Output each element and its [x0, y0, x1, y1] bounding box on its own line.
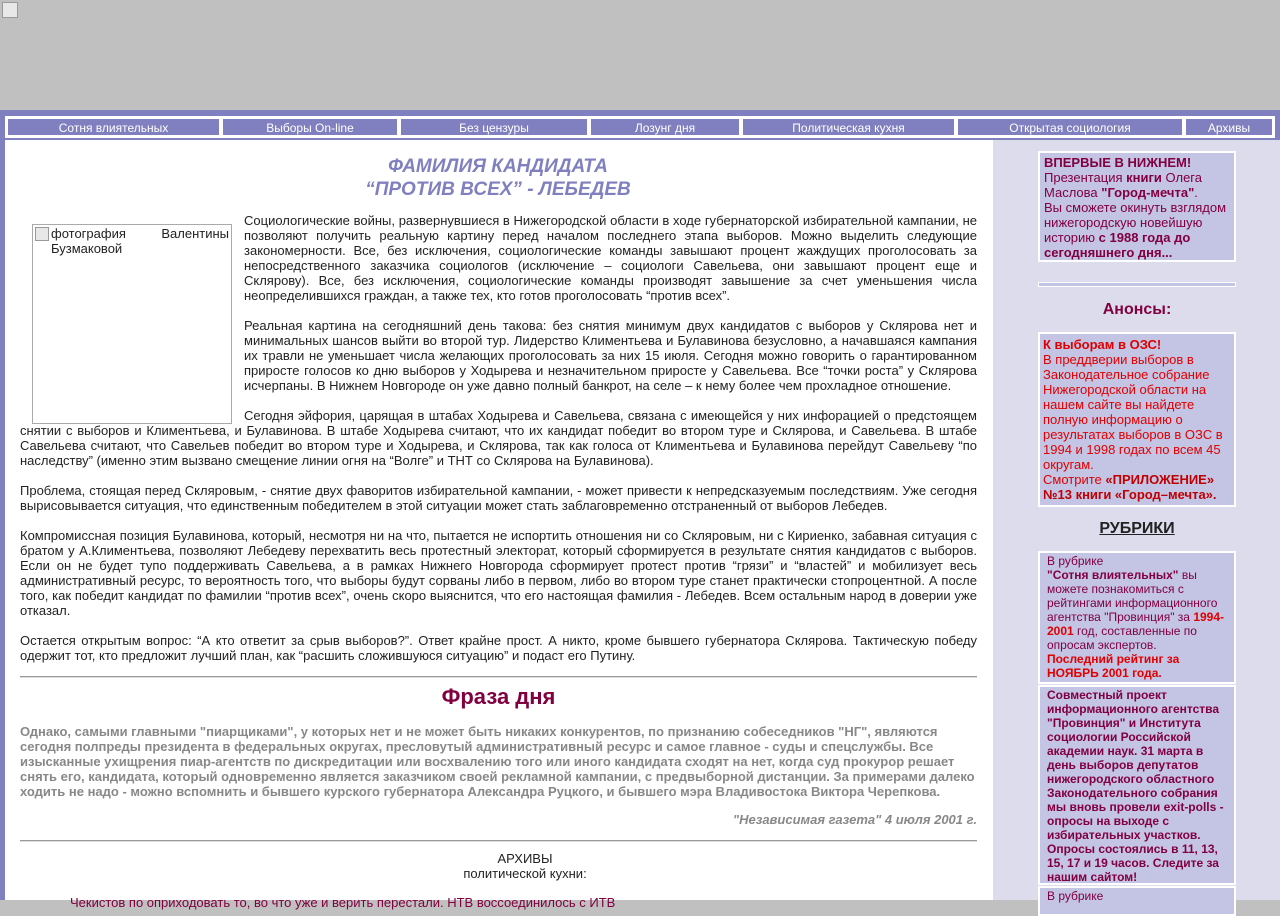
phrase-of-day-text: Однако, самыми главными "пиарщиками", у которых нет и не может быть никаких конкурентов, по признанию собеседников "НГ", являются сегодня полпреды президента в федеральных округах, пресловутый административный ресурс и самое главное - суды и спецслужбы. Все изысканные ухищрения пиар-агентств по дискредитации или восхвалению того или иного кандидата сходят на нет, когда суд прокурор решает снять его, кандидата, который одновременно является заказчиком своей рекламной кампании, с предвыборной дистанции. За примерами далеко ходить не надо - можно вспомнить и бывшего курского губернатора Александра Руцкого, и бывшего мэра Владивостока Виктора Черепкова.: [20, 724, 975, 799]
nav-item-lozung-dnya[interactable]: Лозунг дня: [590, 118, 740, 136]
broken-image-icon: [2, 2, 18, 18]
divider: [20, 676, 977, 678]
archives-heading: АРХИВЫ: [497, 851, 553, 866]
article-paragraph-4: Проблема, стоящая перед Скляровым, - снятие двух фаворитов избирательной кампании, - может привести к непредсказуемым последствиям. Уже сегодня вырисовывается ситуация, что единственным победителем в этой ситуации может стать заблаговременно отстраненный от выборов Лебедев.: [20, 483, 977, 513]
promo-text: .: [1194, 185, 1198, 200]
article-paragraph-5: Компромиссная позиция Булавинова, который, несмотря ни на что, пытается не испортить отношения ни со Скляровым, ни с Кириенко, забавная ситуация с братом у А.Климентьева, позволяют Лебедеву перехватить весь протестный электорат, который сформируется в результате снятия кандидатов с выборов. Если он не будет тупо поддерживать Савельева, а в рамках Нижнего Новгорода сформирует протест против “грязи” и “властей” и мобилизует весь административный ресурс, то вероятность того, что выборы будут сорваны либо в первом, либо во втором туре станет практически стопроцентной. А после того, как победит кандидат по фамилии “против всех”, очень скоро выяснится, что его настоящая фамилия - Лебедев. Всем остальным народ в доверии уже отказал.: [20, 528, 977, 618]
archive-link[interactable]: Чекистов по оприходовать то, во что уже и верить перестали. НТВ воссоединилось с ИТВ: [70, 895, 616, 910]
elections-see-text: Смотрите: [1043, 472, 1106, 487]
rubric-intro: В рубрике: [1047, 554, 1104, 568]
rubric-sotnya-link[interactable]: "Сотня влиятельных": [1047, 568, 1179, 582]
phrase-of-day-source: "Независимая газета" 4 июля 2001 г.: [732, 812, 977, 827]
anons-heading: Анонсы:: [1102, 301, 1172, 318]
article-paragraph-6: Остается открытым вопрос: “А кто ответит за срыв выборов?”. Ответ крайне прост. А никто, кроме бывшего губернатора Склярова. Тактическую победу одержит тот, кто предложит лучший план, как “расшить сложившуюся ситуацию” и подаст его Путину.: [20, 633, 977, 663]
promo-headline: ВПЕРВЫЕ В НИЖНЕМ!: [1044, 155, 1192, 170]
nav-item-sotnya[interactable]: Сотня влиятельных: [7, 118, 220, 136]
article-title-line2: “ПРОТИВ ВСЕХ” - ЛЕБЕДЕВ: [365, 179, 631, 200]
rubric-years: 1994-2001: [1047, 610, 1225, 638]
promo-text: Презентация: [1044, 170, 1127, 185]
nav-item-politicheskaya-kuhnya[interactable]: Политическая кухня: [742, 118, 955, 136]
nav-item-bez-cenzury[interactable]: Без цензуры: [400, 118, 588, 136]
article-paragraph-1: Социологические войны, развернувшиеся в Нижегородской области в ходе губернаторской избирательной кампании, не позволяют получить реальную картину перед началом последнего этапа выборов. Можно выделить следующие закономерности. Все, без исключения, социологические команды завышают процент жаждущих проголосовать за непосредственного заказчика социологов (исключение – социологи Савельева, они завышают процент еще и Склярову). Все, без исключения, социологические команды производят завышение за счет уменьшения числа неопределившихся граждан, а также тех, кто готов проголосовать “против всех”.: [244, 213, 977, 303]
top-navigation: [5, 116, 1275, 138]
last-rating-link[interactable]: Последний рейтинг за НОЯБРЬ 2001 года.: [1047, 652, 1180, 680]
book-promo-box[interactable]: [1038, 151, 1236, 262]
rubric-box[interactable]: [1038, 886, 1236, 916]
elections-headline: К выборам в ОЗС!: [1043, 337, 1162, 352]
candidate-photo: [32, 224, 232, 424]
photo-alt-text-line2: Бузмаковой: [51, 241, 123, 256]
elections-announcement-box[interactable]: [1038, 332, 1236, 507]
elections-appendix-link[interactable]: «ПРИЛОЖЕНИЕ» №13 книги «Город–мечта».: [1043, 472, 1217, 502]
broken-image-icon: [35, 227, 49, 241]
article-paragraph-3: Сегодня эйфория, царящая в штабах Ходырева и Савельева, связана с имеющейся у них инфорацией о предстоящем снятии с выборов и Климентьева, и Булавинова. В штабе Ходырева считают, что их кандидат победит во втором туре и Склярова, и Савельева. В штабе Савельева считают, что Савельев победит во втором туре и Ходырева, и Склярова, так как голоса от Климентьева и Булавинова перейдут Савельеву “по наследству” (именно этим вызвано смещение линии огня на “Волге” и ТНТ со Склярова на Булавинова).: [20, 408, 977, 468]
divider: [20, 840, 977, 842]
rubric-text: вы можете познакомиться с рейтингами информационного агентства "Провинция" за: [1047, 568, 1218, 624]
promo-book-title: "Город-мечта": [1101, 185, 1195, 200]
nav-item-vybory-online[interactable]: Выборы On-line: [222, 118, 398, 136]
header-banner: [0, 0, 1280, 110]
archives-subheading: политической кухни:: [463, 866, 587, 881]
promo-history-link[interactable]: с 1988 года до сегодняшнего дня...: [1044, 230, 1191, 260]
rubrics-heading: РУБРИКИ: [1099, 520, 1175, 537]
promo-text: Вы сможете окинуть взглядом нижегородскую новейшую историю: [1044, 200, 1227, 245]
photo-alt-text-line1: фотография Валентины: [51, 226, 229, 241]
article-paragraph-2: Реальная картина на сегодняшний день такова: без снятия минимум двух кандидатов с выборов у Склярова нет и минимальных шансов выйти во второй тур. Лидерство Климентьева и Булавинова безусловно, а начавшаяся кампания их травли не уменьшает числа желающих проголосовать за них 15 июля. Сегодня можно говорить о гарантированном приросте голосов ко дню выборов у Ходырева и незначительном приросте у Савельева. Все “точки роста” у Склярова исчерпаны. В Нижнем Новгороде он уже давно полный банкрот, на селе – к нему более чем прохладное отношение.: [244, 318, 977, 393]
rubric-text: год, составленные по опросам экспертов.: [1047, 624, 1197, 652]
sidebar-separator: [1038, 282, 1236, 287]
main-content: [5, 140, 993, 910]
rubric-exit-polls-box[interactable]: [1038, 685, 1236, 885]
rubric-intro: В рубрике: [1047, 889, 1104, 903]
elections-text: В преддверии выборов в Законодательное собрание Нижегородской области на нашем сайте вы найдете полную информацию о результатах выборов в ОЗС в 1994 и 1998 годах по всем 45 округам.: [1043, 352, 1223, 472]
nav-item-arhivy[interactable]: Архивы: [1185, 118, 1273, 136]
promo-text: Олега Маслова: [1044, 170, 1202, 200]
sidebar: [993, 140, 1280, 903]
rubric-sotnya-box[interactable]: [1038, 551, 1236, 684]
promo-book-link[interactable]: книги: [1126, 170, 1162, 185]
exit-polls-text: Совместный проект информационного агентства "Провинция" и Института социологии Российской академии наук. 31 марта в день выборов депутатов нижегородского областного Законодательного собрания мы вновь провели exit-polls - опросы на выходе с избирательных участков. Опросы состоялись в 11, 13, 15, 17 и 19 часов. Следите за нашим сайтом!: [1047, 688, 1224, 884]
article-title-line1: ФАМИЛИЯ КАНДИДАТА: [388, 156, 608, 177]
nav-item-otkrytaya-sociologiya[interactable]: Открытая социология: [957, 118, 1183, 136]
phrase-of-day-heading: Фраза дня: [441, 684, 556, 709]
